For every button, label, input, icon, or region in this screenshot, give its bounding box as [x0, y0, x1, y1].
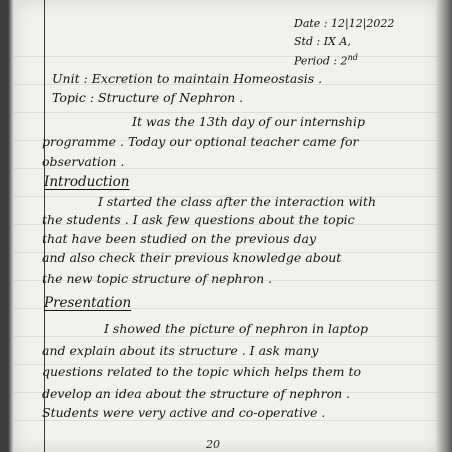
- intro-line-1: It was the 13th day of our internship: [132, 114, 365, 129]
- introduction-line-2: the students . I ask few questions about the topic: [42, 212, 355, 227]
- topic-line: Topic : Structure of Nephron .: [52, 90, 244, 105]
- introduction-heading: Introduction: [44, 174, 130, 190]
- date-text: Date : 12|12|2022: [294, 17, 395, 30]
- introduction-line-1: I started the class after the interaction with: [98, 194, 377, 209]
- ruled-line: [14, 336, 438, 337]
- presentation-line-4: develop an idea about the structure of nephron .: [42, 386, 351, 401]
- intro-line-2: programme . Today our optional teacher came for: [42, 134, 359, 149]
- period-suffix: nd: [347, 53, 358, 62]
- presentation-heading: Presentation: [44, 295, 132, 311]
- introduction-line-3: that have been studied on the previous day: [42, 231, 317, 246]
- unit-line: Unit : Excretion to maintain Homeostasis .: [52, 71, 323, 86]
- presentation-line-3: questions related to the topic which helps them to: [42, 364, 362, 379]
- page-edge-shadow: [436, 0, 452, 452]
- ruled-line: [14, 420, 438, 421]
- ruled-line: [14, 56, 438, 57]
- presentation-line-2: and explain about its structure . I ask many: [42, 343, 319, 358]
- ruled-line: [14, 112, 438, 113]
- introduction-line-5: the new topic structure of nephron .: [42, 271, 273, 286]
- period-value: Period : 2: [294, 54, 348, 68]
- standard-text: Std : IX A,: [294, 35, 351, 48]
- page-number: 20: [206, 438, 220, 451]
- period-text: [294, 54, 358, 67]
- intro-line-3: observation .: [42, 154, 125, 169]
- presentation-line-5: Students were very active and co-operative .: [42, 405, 326, 420]
- introduction-line-4: and also check their previous knowledge about: [42, 250, 342, 265]
- presentation-line-1: I showed the picture of nephron in laptop: [104, 321, 369, 336]
